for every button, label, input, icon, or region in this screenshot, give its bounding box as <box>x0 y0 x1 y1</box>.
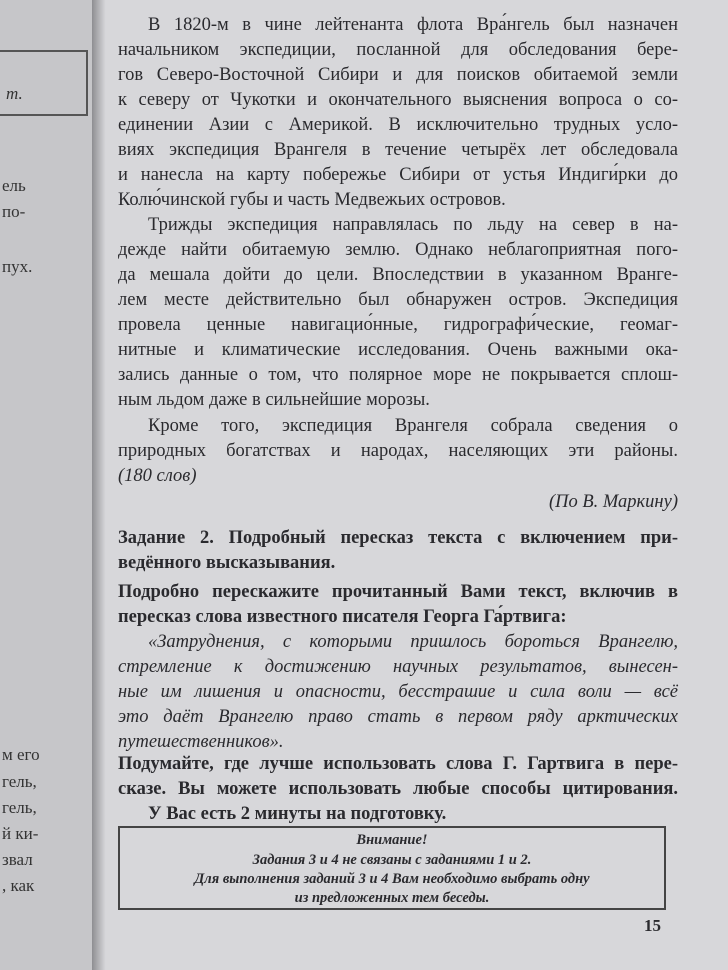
quote-line: стремление к достижению научных результатов, вынесен- <box>118 657 678 677</box>
task2-instruction: пересказ слова известного писателя Георга Га́ртвига: <box>118 607 567 627</box>
text-line: нитные и климатические исследования. Очень важными ока- <box>118 340 678 360</box>
left-page <box>0 0 92 970</box>
quote-line: путешественников». <box>118 732 284 752</box>
left-page-fragment: м его <box>2 745 40 764</box>
text-line: дежде найти обитаемую землю. Однако неблагоприятная пого- <box>118 240 678 260</box>
left-page-fragment: , как <box>2 876 35 895</box>
task2-hint: сказе. Вы можете использовать любые способы цитирования. <box>118 779 678 799</box>
text-line: провела ценные навигацио́нные, гидрографи́ческие, геомаг- <box>118 315 678 335</box>
task2-title: ведённого высказывания. <box>118 553 336 573</box>
notice-line: из предложенных тем беседы. <box>294 890 490 906</box>
left-page-frame <box>0 50 88 116</box>
text-line: природных богатствах и народах, населяющих эти районы. <box>118 441 678 461</box>
page-number: 15 <box>644 916 661 935</box>
text-line: единении Азии с Америкой. В исключительно трудных усло- <box>118 115 678 135</box>
text-line: к северу от Чукотки и окончательного выяснения вопроса о со- <box>118 90 678 110</box>
text-line: зались данные о том, что полярное море не покрывается сплош- <box>118 365 678 385</box>
task2-instruction: Подробно перескажите прочитанный Вами текст, включив в <box>118 582 678 602</box>
quote-line: «Затруднения, с которыми пришлось бороться Врангелю, <box>148 632 678 652</box>
quote-line: ные им лишения и опасности, бесстрашие и сила воли — всё <box>118 682 678 702</box>
quote-line: это даёт Врангелю право стать в первом ряду арктических <box>118 707 678 727</box>
book-gutter <box>92 0 106 970</box>
text-line: ным льдом даже в сильнейшие морозы. <box>118 390 430 410</box>
left-page-fragment: по- <box>2 202 26 221</box>
source-attribution: (По В. Маркину) <box>548 492 678 512</box>
left-page-fragment: й ки- <box>2 824 39 843</box>
left-page-fragment: ель <box>2 176 26 195</box>
text-line: Колю́чинской губы и часть Медвежьих островов. <box>118 190 506 210</box>
left-page-fragment: гель, <box>2 798 37 817</box>
text-line: да мешала дойти до цели. Впоследствии в указанном Вранге- <box>118 265 678 285</box>
notice-box <box>118 826 666 910</box>
text-line: В 1820-м в чине лейтенанта флота Вра́нгель был назначен <box>148 15 678 35</box>
text-line: и нанесла на карту побережье Сибири от устья Индиги́рки до <box>118 165 678 185</box>
task2-title: Задание 2. Подробный пересказ текста с включением при- <box>118 528 678 548</box>
text-line: Кроме того, экспедиция Врангеля собрала сведения о <box>148 416 678 436</box>
text-line: виях экспедиция Врангеля в течение четырёх лет обследовала <box>118 140 678 160</box>
left-page-fragment: гель, <box>2 772 37 791</box>
notice-line: Для выполнения заданий 3 и 4 Вам необходимо выбрать одну <box>194 871 590 887</box>
notice-title: Внимание! <box>356 832 428 848</box>
task2-hint: Подумайте, где лучше использовать слова Г. Гартвига в пере- <box>118 754 678 774</box>
left-page-fragment: пух. <box>2 257 33 276</box>
text-line: гов Северо-Восточной Сибири и для поисков обитаемой земли <box>118 65 678 85</box>
left-page-fragment: звал <box>2 850 33 869</box>
text-line: Трижды экспедиция направлялась по льду на север в на- <box>148 215 678 235</box>
text-line: лем месте действительно был обнаружен остров. Экспедиция <box>118 290 678 310</box>
word-count: (180 слов) <box>118 466 197 486</box>
notice-line: Задания 3 и 4 не связаны с заданиями 1 и 2. <box>252 852 532 868</box>
prep-time: У Вас есть 2 минуты на подготовку. <box>148 804 447 824</box>
left-page-fragment: т. <box>6 84 23 103</box>
text-line: начальником экспедиции, посланной для обследования бере- <box>118 40 678 60</box>
